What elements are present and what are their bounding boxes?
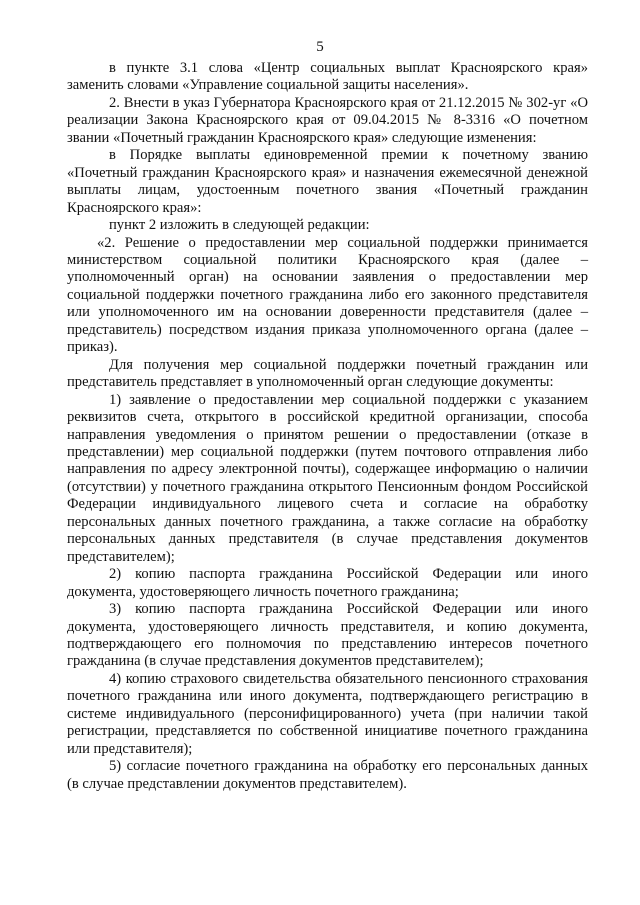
- paragraph-amend-decree: 2. Внести в указ Губернатора Красноярского края от 21.12.2015 № 302-уг «О реализации Закона Красноярского края от 09.04.2015 № 8-3316 «О почетном звании «Почетный гражданин Красноярского края» следующие изменения:: [67, 94, 588, 146]
- page-number: 5: [316, 39, 324, 55]
- list-item-2-passport-copy: 2) копию паспорта гражданина Российской Федерации или иного документа, удостоверяющего личность почетного гражданина;: [67, 566, 588, 600]
- paragraph-procedure-intro: в Порядке выплаты единовременной премии к почетному званию «Почетный гражданин Красноярского края» и назначения ежемесячной денежной выплаты лицам, удостоенным почетного звания «Почетный гражданин Красноярского края»:: [67, 147, 588, 216]
- paragraph-decision-on-support: «2. Решение о предоставлении мер социальной поддержки принимается министерством социальной политики Красноярского края (далее – уполномоченный орган) на основании заявления о предоставлении мер социальной поддержки почетного гражданина либо его законного представителя или уполномоченного им на основании доверенности представителя (далее – представитель) посредством издания приказа уполномоченного органа (далее – приказ).: [67, 234, 588, 356]
- paragraph-documents-intro: Для получения мер социальной поддержки почетный гражданин или представитель представляет в уполномоченный орган следующие документы:: [67, 356, 588, 391]
- list-item-3-representative-passport: 3) копию паспорта гражданина Российской Федерации или иного документа, удостоверяющего личность представителя, и копию документа, подтверждающего его полномочия по представлению интересов почетного гражданина (в случае представления документов представителем);: [67, 601, 588, 670]
- document-body: [67, 60, 588, 793]
- list-item-4-insurance-certificate: 4) копию страхового свидетельства обязательного пенсионного страхования почетного гражданина или иного документа, подтверждающего регистрацию в системе индивидуального (персонифицированного) учета (при наличии такой регистрации, представляется по собственной инициативе почетного гражданина или представителя);: [67, 670, 588, 757]
- paragraph-clause-3-1-replacement: в пункте 3.1 слова «Центр социальных выплат Красноярского края» заменить словами «Управление социальной защиты населения».: [67, 60, 588, 94]
- list-item-1-application: 1) заявление о предоставлении мер социальной поддержки с указанием реквизитов счета, открытого в российской кредитной организации, способа направления уведомления о принятом решении о предоставлении (отказе в представлении) мер социальной поддержки (путем почтового отправления либо направления по адресу электронной почты), содержащее информацию о наличии (отсутствии) у почетного гражданина открытого Пенсионным фондом Российской Федерации индивидуального лицевого счета и согласие на обработку персональных данных почетного гражданина, а также согласие на обработку персональных данных представителя (в случае представления документов представителем);: [67, 391, 588, 565]
- list-item-5-consent: 5) согласие почетного гражданина на обработку его персональных данных (в случае представлении документов представителем).: [67, 758, 588, 792]
- paragraph-item-2-new-wording: пункт 2 изложить в следующей редакции:: [109, 217, 370, 234]
